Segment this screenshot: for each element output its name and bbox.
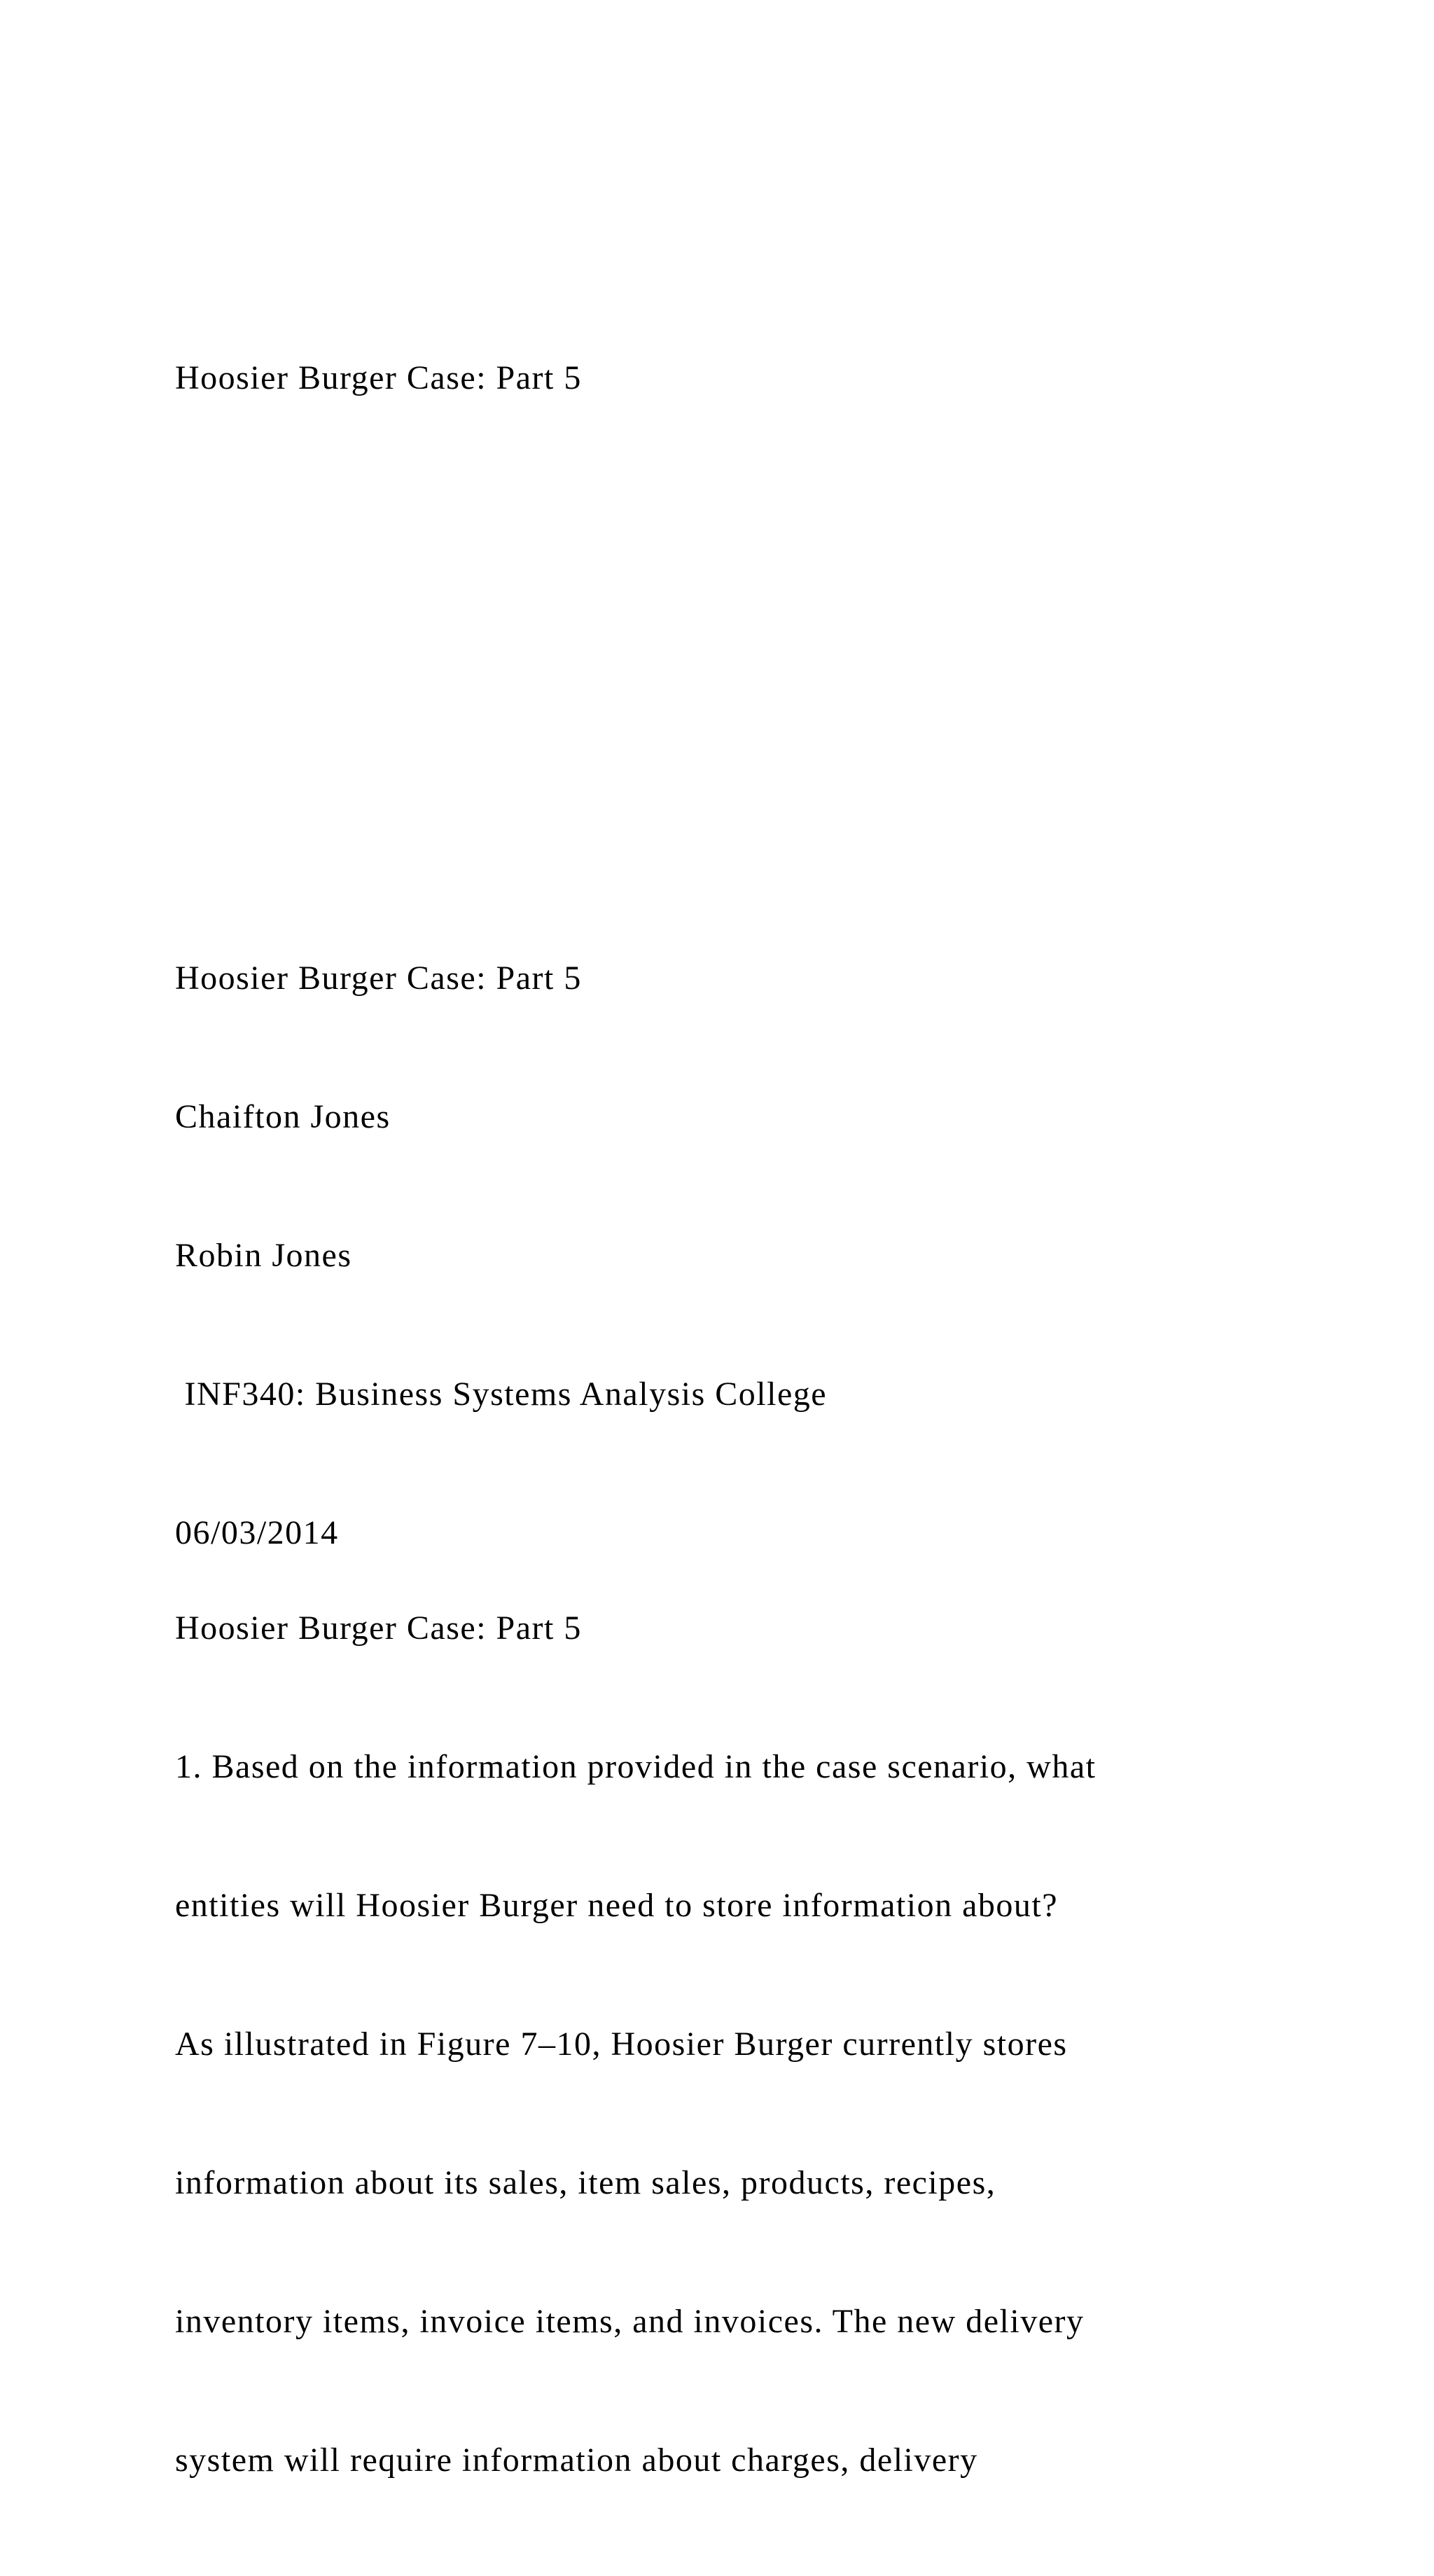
- body-line: information about its sales, item sales, products, recipes,: [175, 2164, 996, 2201]
- body-line: system will require information about charges, delivery: [175, 2442, 978, 2479]
- author-name: Chaifton Jones: [175, 1098, 391, 1135]
- document-date: 06/03/2014: [175, 1514, 339, 1551]
- body-heading: Hoosier Burger Case: Part 5: [175, 1609, 582, 1647]
- title-page-title: Hoosier Burger Case: Part 5: [175, 960, 582, 997]
- document-title: Hoosier Burger Case: Part 5: [175, 359, 582, 396]
- body-line: inventory items, invoice items, and invoices. The new delivery: [175, 2303, 1085, 2340]
- header-block: [175, 263, 1309, 494]
- instructor-name: Robin Jones: [175, 1237, 352, 1274]
- body-block: [175, 1513, 1309, 2576]
- body-line: As illustrated in Figure 7–10, Hoosier Burger currently stores: [175, 2026, 1068, 2063]
- body-line: 1. Based on the information provided in the case scenario, what: [175, 1748, 1097, 1785]
- body-line: entities will Hoosier Burger need to store information about?: [175, 1887, 1059, 1924]
- course-name: INF340: Business Systems Analysis College: [175, 1376, 828, 1413]
